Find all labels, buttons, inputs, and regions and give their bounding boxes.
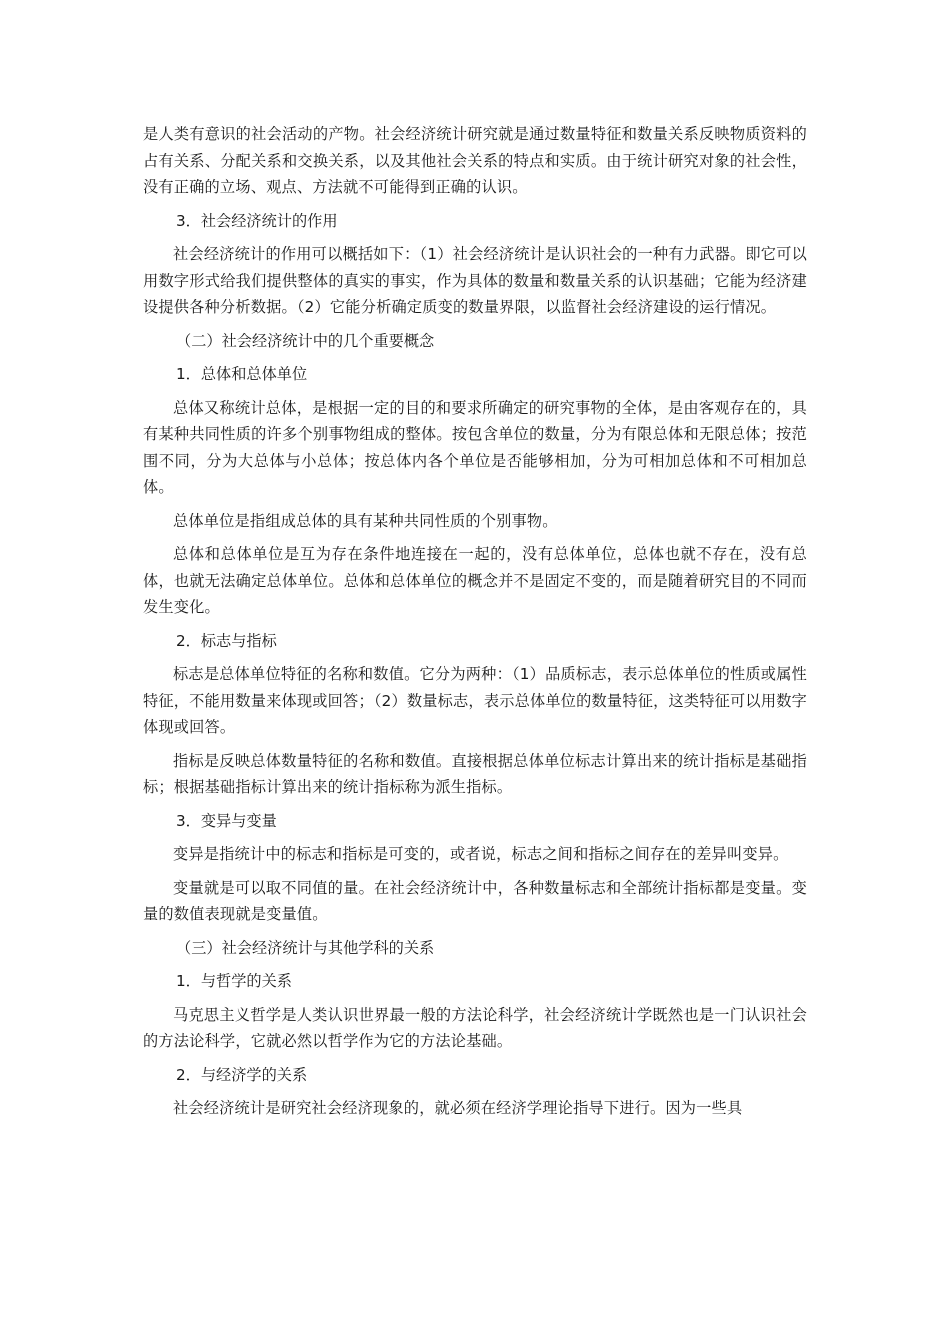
body-paragraph: 是人类有意识的社会活动的产物。社会经济统计研究就是通过数量特征和数量关系反映物质资料的占有关系、分配关系和交换关系，以及其他社会关系的特点和实质。由于统计研究对象的社会性，没有正确的立场、观点、方法就不可能得到正确的认识。 bbox=[143, 125, 807, 196]
subsection-heading: 1．总体和总体单位 bbox=[176, 365, 308, 383]
subsection-heading: 3．社会经济统计的作用 bbox=[176, 211, 338, 230]
body-paragraph: 总体单位是指组成总体的具有某种共同性质的个别事物。 bbox=[173, 511, 558, 530]
subsection-heading: 3．变异与变量 bbox=[176, 811, 277, 830]
section-heading: （二）社会经济统计中的几个重要概念 bbox=[176, 331, 435, 350]
subsection-heading: 2．与经济学的关系 bbox=[176, 1065, 308, 1084]
body-paragraph: 变异是指统计中的标志和指标是可变的，或者说，标志之间和指标之间存在的差异叫变异。 bbox=[173, 845, 789, 863]
section-heading: （三）社会经济统计与其他学科的关系 bbox=[176, 938, 435, 957]
body-paragraph: 马克思主义哲学是人类认识世界最一般的方法论科学，社会经济统计学既然也是一门认识社会的方法论科学，它就必然以哲学作为它的方法论基础。 bbox=[143, 1005, 807, 1050]
body-paragraph: 指标是反映总体数量特征的名称和数值。直接根据总体单位标志计算出来的统计指标是基础指标；根据基础指标计算出来的统计指标称为派生指标。 bbox=[143, 751, 807, 796]
body-paragraph: 社会经济统计的作用可以概括如下：（1）社会经济统计是认识社会的一种有力武器。即它可以用数字形式给我们提供整体的真实的事实，作为具体的数量和数量关系的认识基础；它能为经济建设提供各种分析数据。（2）它能分析确定质变的数量界限，以监督社会经济建设的运行情况。 bbox=[143, 245, 807, 316]
subsection-heading: 1．与哲学的关系 bbox=[176, 972, 292, 990]
body-paragraph: 变量就是可以取不同值的量。在社会经济统计中，各种数量标志和全部统计指标都是变量。变量的数值表现就是变量值。 bbox=[143, 878, 807, 923]
document-body bbox=[143, 121, 807, 1129]
body-paragraph: 总体又称统计总体，是根据一定的目的和要求所确定的研究事物的全体，是由客观存在的，具有某种共同性质的许多个别事物组成的整体。按包含单位的数量，分为有限总体和无限总体；按范围不同，分为大总体与小总体；按总体内各个单位是否能够相加，分为可相加总体和不可相加总体。 bbox=[143, 398, 807, 496]
body-paragraph: 标志是总体单位特征的名称和数值。它分为两种：（1）品质标志，表示总体单位的性质或属性特征，不能用数量来体现或回答；（2）数量标志，表示总体单位的数量特征，这类特征可以用数字体现或回答。 bbox=[143, 665, 807, 736]
body-paragraph: 总体和总体单位是互为存在条件地连接在一起的，没有总体单位，总体也就不存在，没有总体，也就无法确定总体单位。总体和总体单位的概念并不是固定不变的，而是随着研究目的不同而发生变化。 bbox=[143, 545, 807, 616]
body-paragraph: 社会经济统计是研究社会经济现象的，就必须在经济学理论指导下进行。因为一些具 bbox=[173, 1099, 743, 1117]
subsection-heading: 2．标志与指标 bbox=[176, 631, 277, 650]
